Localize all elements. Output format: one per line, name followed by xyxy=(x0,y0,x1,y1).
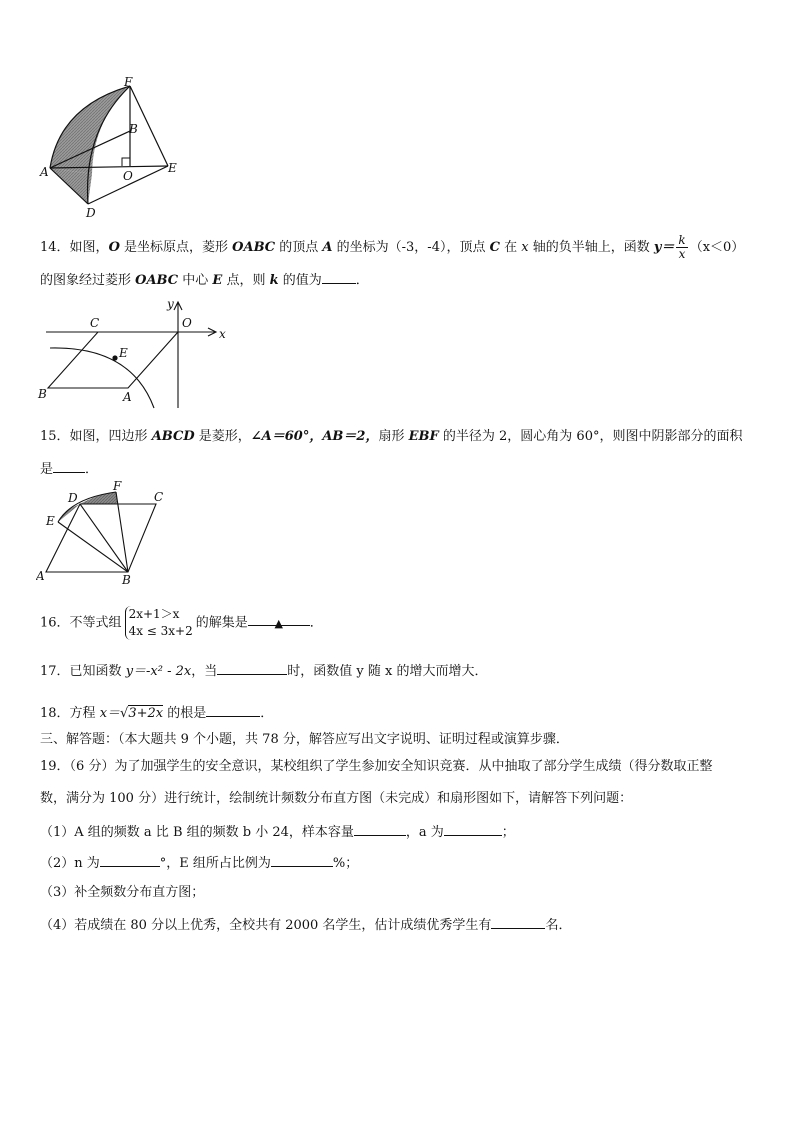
label-E: E xyxy=(46,514,55,528)
label-A: A xyxy=(36,569,45,583)
figure-q15 xyxy=(36,480,176,588)
q19-part-4 xyxy=(40,915,571,935)
label-B: B xyxy=(122,573,131,587)
q19-p2-text-b: °，E 组所占比例为 xyxy=(159,856,271,871)
q18-sqrt xyxy=(120,705,163,723)
q14-answer-blank[interactable] xyxy=(322,270,356,284)
label-E: E xyxy=(119,346,128,360)
figure-q13 xyxy=(38,76,188,221)
q14-x: x xyxy=(521,240,529,255)
q14-text-c: 的顶点 xyxy=(275,240,323,255)
q15-line2: 是 xyxy=(40,462,54,477)
q18-eq-x: x＝ xyxy=(99,706,121,721)
q15-AB: AB＝2， xyxy=(322,429,379,444)
q17-text-c: 时，函数值 y 随 x 的增大而增大． xyxy=(287,664,488,679)
q15-line-2 xyxy=(40,459,98,479)
label-x: x xyxy=(219,327,226,341)
q19-line-2: 数，满分为 100 分）进行统计，绘制统计频数分布直方图（未完成）和扇形图如下，请解答下列问题： xyxy=(40,791,633,806)
q19-part-3: （3）补全频数分布直方图； xyxy=(40,885,205,900)
shaded-region-top xyxy=(80,492,118,504)
q19-p2-text-c: %； xyxy=(332,856,359,871)
label-C: C xyxy=(154,490,164,504)
q14-line2-c: 点，则 xyxy=(222,273,270,288)
q18-text-a: 方程 xyxy=(69,706,100,721)
q16-answer-blank[interactable] xyxy=(248,612,310,630)
q16-end: ． xyxy=(309,615,323,631)
label-D: D xyxy=(86,206,96,220)
label-y: y xyxy=(167,297,174,311)
shaded-region-left xyxy=(58,504,80,522)
q15-text-b: 是菱形， xyxy=(194,429,251,444)
q14-end: ． xyxy=(355,273,369,288)
q17-text-a: 已知函数 xyxy=(69,664,126,679)
q18-number: 18． xyxy=(40,706,70,721)
q19-p2-blank-1[interactable] xyxy=(100,853,160,867)
point-E xyxy=(112,355,117,360)
q14-text-d: 的坐标为（-3，-4），顶点 xyxy=(332,240,490,255)
q15-number: 15． xyxy=(40,429,70,444)
q19-p4-text-b: 名． xyxy=(545,918,572,933)
q18-answer-blank[interactable] xyxy=(206,703,260,717)
q18-end: ． xyxy=(260,706,274,721)
q15-text-c: 扇形 xyxy=(378,429,409,444)
q16-text-a: 不等式组 xyxy=(69,615,122,631)
q14-OABC: OABC xyxy=(232,240,276,255)
q15-end: ． xyxy=(85,462,99,477)
q16-number: 16． xyxy=(40,615,70,631)
label-B: B xyxy=(38,387,47,401)
q14-C: C xyxy=(489,240,500,255)
q18-line xyxy=(40,703,273,723)
q14-y-eq: y＝ xyxy=(653,240,675,255)
q19-p1-text-c: ； xyxy=(501,825,515,840)
q19-p1-blank-2[interactable] xyxy=(444,822,502,836)
q19-p4-text-a: （4）若成绩在 80 分以上优秀，全校共有 2000 名学生，估计成绩优秀学生有 xyxy=(40,918,492,933)
q15-answer-blank[interactable] xyxy=(53,459,85,473)
label-O: O xyxy=(123,169,133,183)
q16-answer-mark: ▲ xyxy=(274,616,283,630)
q17-function: y＝-x² - 2x xyxy=(125,664,192,679)
q15-EBF: EBF xyxy=(408,429,439,444)
q19-p4-blank[interactable] xyxy=(491,915,545,929)
q14-text-e: 在 xyxy=(499,240,522,255)
label-F: F xyxy=(124,76,133,89)
q15-angle: ∠A＝60°， xyxy=(250,429,323,444)
q14-line-1 xyxy=(40,234,744,261)
q16-inequality-system xyxy=(125,606,193,640)
q19-p2-text-a: （2）n 为 xyxy=(40,856,100,871)
q15-line-1 xyxy=(40,428,742,446)
q18-sqrt-body: 3+2x xyxy=(128,706,164,721)
q14-line2-a: 的图象经过菱形 xyxy=(40,273,136,288)
q19-line-1: 19．（6 分）为了加强学生的安全意识，某校组织了学生参加安全知识竞赛．从中抽取了部分学生成绩（得分数取正整 xyxy=(40,759,713,774)
right-angle-mark xyxy=(122,158,130,166)
q17-text-b: ，当 xyxy=(191,664,218,679)
q19-p1-blank-1[interactable] xyxy=(354,822,406,836)
q16-text-b: 的解集是 xyxy=(195,615,248,631)
hyperbola-curve xyxy=(50,348,154,408)
q14-line2-b: 中心 xyxy=(178,273,213,288)
label-E: E xyxy=(168,161,177,175)
q15-ABCD: ABCD xyxy=(151,429,195,444)
label-O: O xyxy=(182,316,192,330)
q16-inequality-2: 4x ≤ 3x+2 xyxy=(128,624,193,638)
q14-A: A xyxy=(322,240,333,255)
q14-text-a: 如图， xyxy=(69,240,109,255)
q19-part-2 xyxy=(40,853,358,873)
label-D: D xyxy=(68,491,78,505)
q14-line2-d: 的值为 xyxy=(278,273,322,288)
q14-number: 14． xyxy=(40,240,70,255)
label-B: B xyxy=(129,122,138,136)
q17-number: 17． xyxy=(40,664,70,679)
q19-p2-blank-2[interactable] xyxy=(271,853,333,867)
label-F: F xyxy=(113,480,122,493)
q19-p1-text-b: ，a 为 xyxy=(405,825,444,840)
figure-q14 xyxy=(36,296,236,411)
q14-E: E xyxy=(212,273,223,288)
q19-p1-text-a: （1）A 组的频数 a 比 B 组的频数 b 小 24，样本容量 xyxy=(40,825,354,840)
sqrt-symbol: √ xyxy=(120,706,129,721)
section3-title: 三、解答题：（本大题共 9 个小题，共 78 分，解答应写出文字说明、证明过程或演算步骤． xyxy=(40,732,569,747)
q14-O: O xyxy=(108,240,120,255)
q14-line-2 xyxy=(40,270,369,290)
q16-inequality-1: 2x+1＞x xyxy=(128,607,180,621)
q16-line xyxy=(40,606,323,640)
q14-OABC-2: OABC xyxy=(135,273,179,288)
q14-frac-num: k xyxy=(678,233,686,247)
rhombus-ABCD xyxy=(46,504,156,572)
q14-k: k xyxy=(269,273,279,288)
q14-frac-den: x xyxy=(678,247,686,261)
label-A: A xyxy=(40,165,49,179)
q15-text-a: 如图，四边形 xyxy=(69,429,152,444)
label-A: A xyxy=(123,390,132,404)
segment-BE xyxy=(58,522,128,572)
q14-text-b: 是坐标原点，菱形 xyxy=(119,240,233,255)
q15-text-d: 的半径为 2，圆心角为 60°，则图中阴影部分的面积 xyxy=(438,429,743,444)
segment-BD xyxy=(80,504,128,572)
q18-text-b: 的根是 xyxy=(163,706,207,721)
q14-fraction xyxy=(676,234,687,261)
label-C: C xyxy=(90,316,100,330)
q19-part-1 xyxy=(40,822,515,842)
q17-line xyxy=(40,661,487,681)
q14-condition: （x＜0） xyxy=(689,240,745,255)
q14-text-f: 轴的负半轴上，函数 xyxy=(528,240,654,255)
q17-answer-blank[interactable] xyxy=(217,661,287,675)
